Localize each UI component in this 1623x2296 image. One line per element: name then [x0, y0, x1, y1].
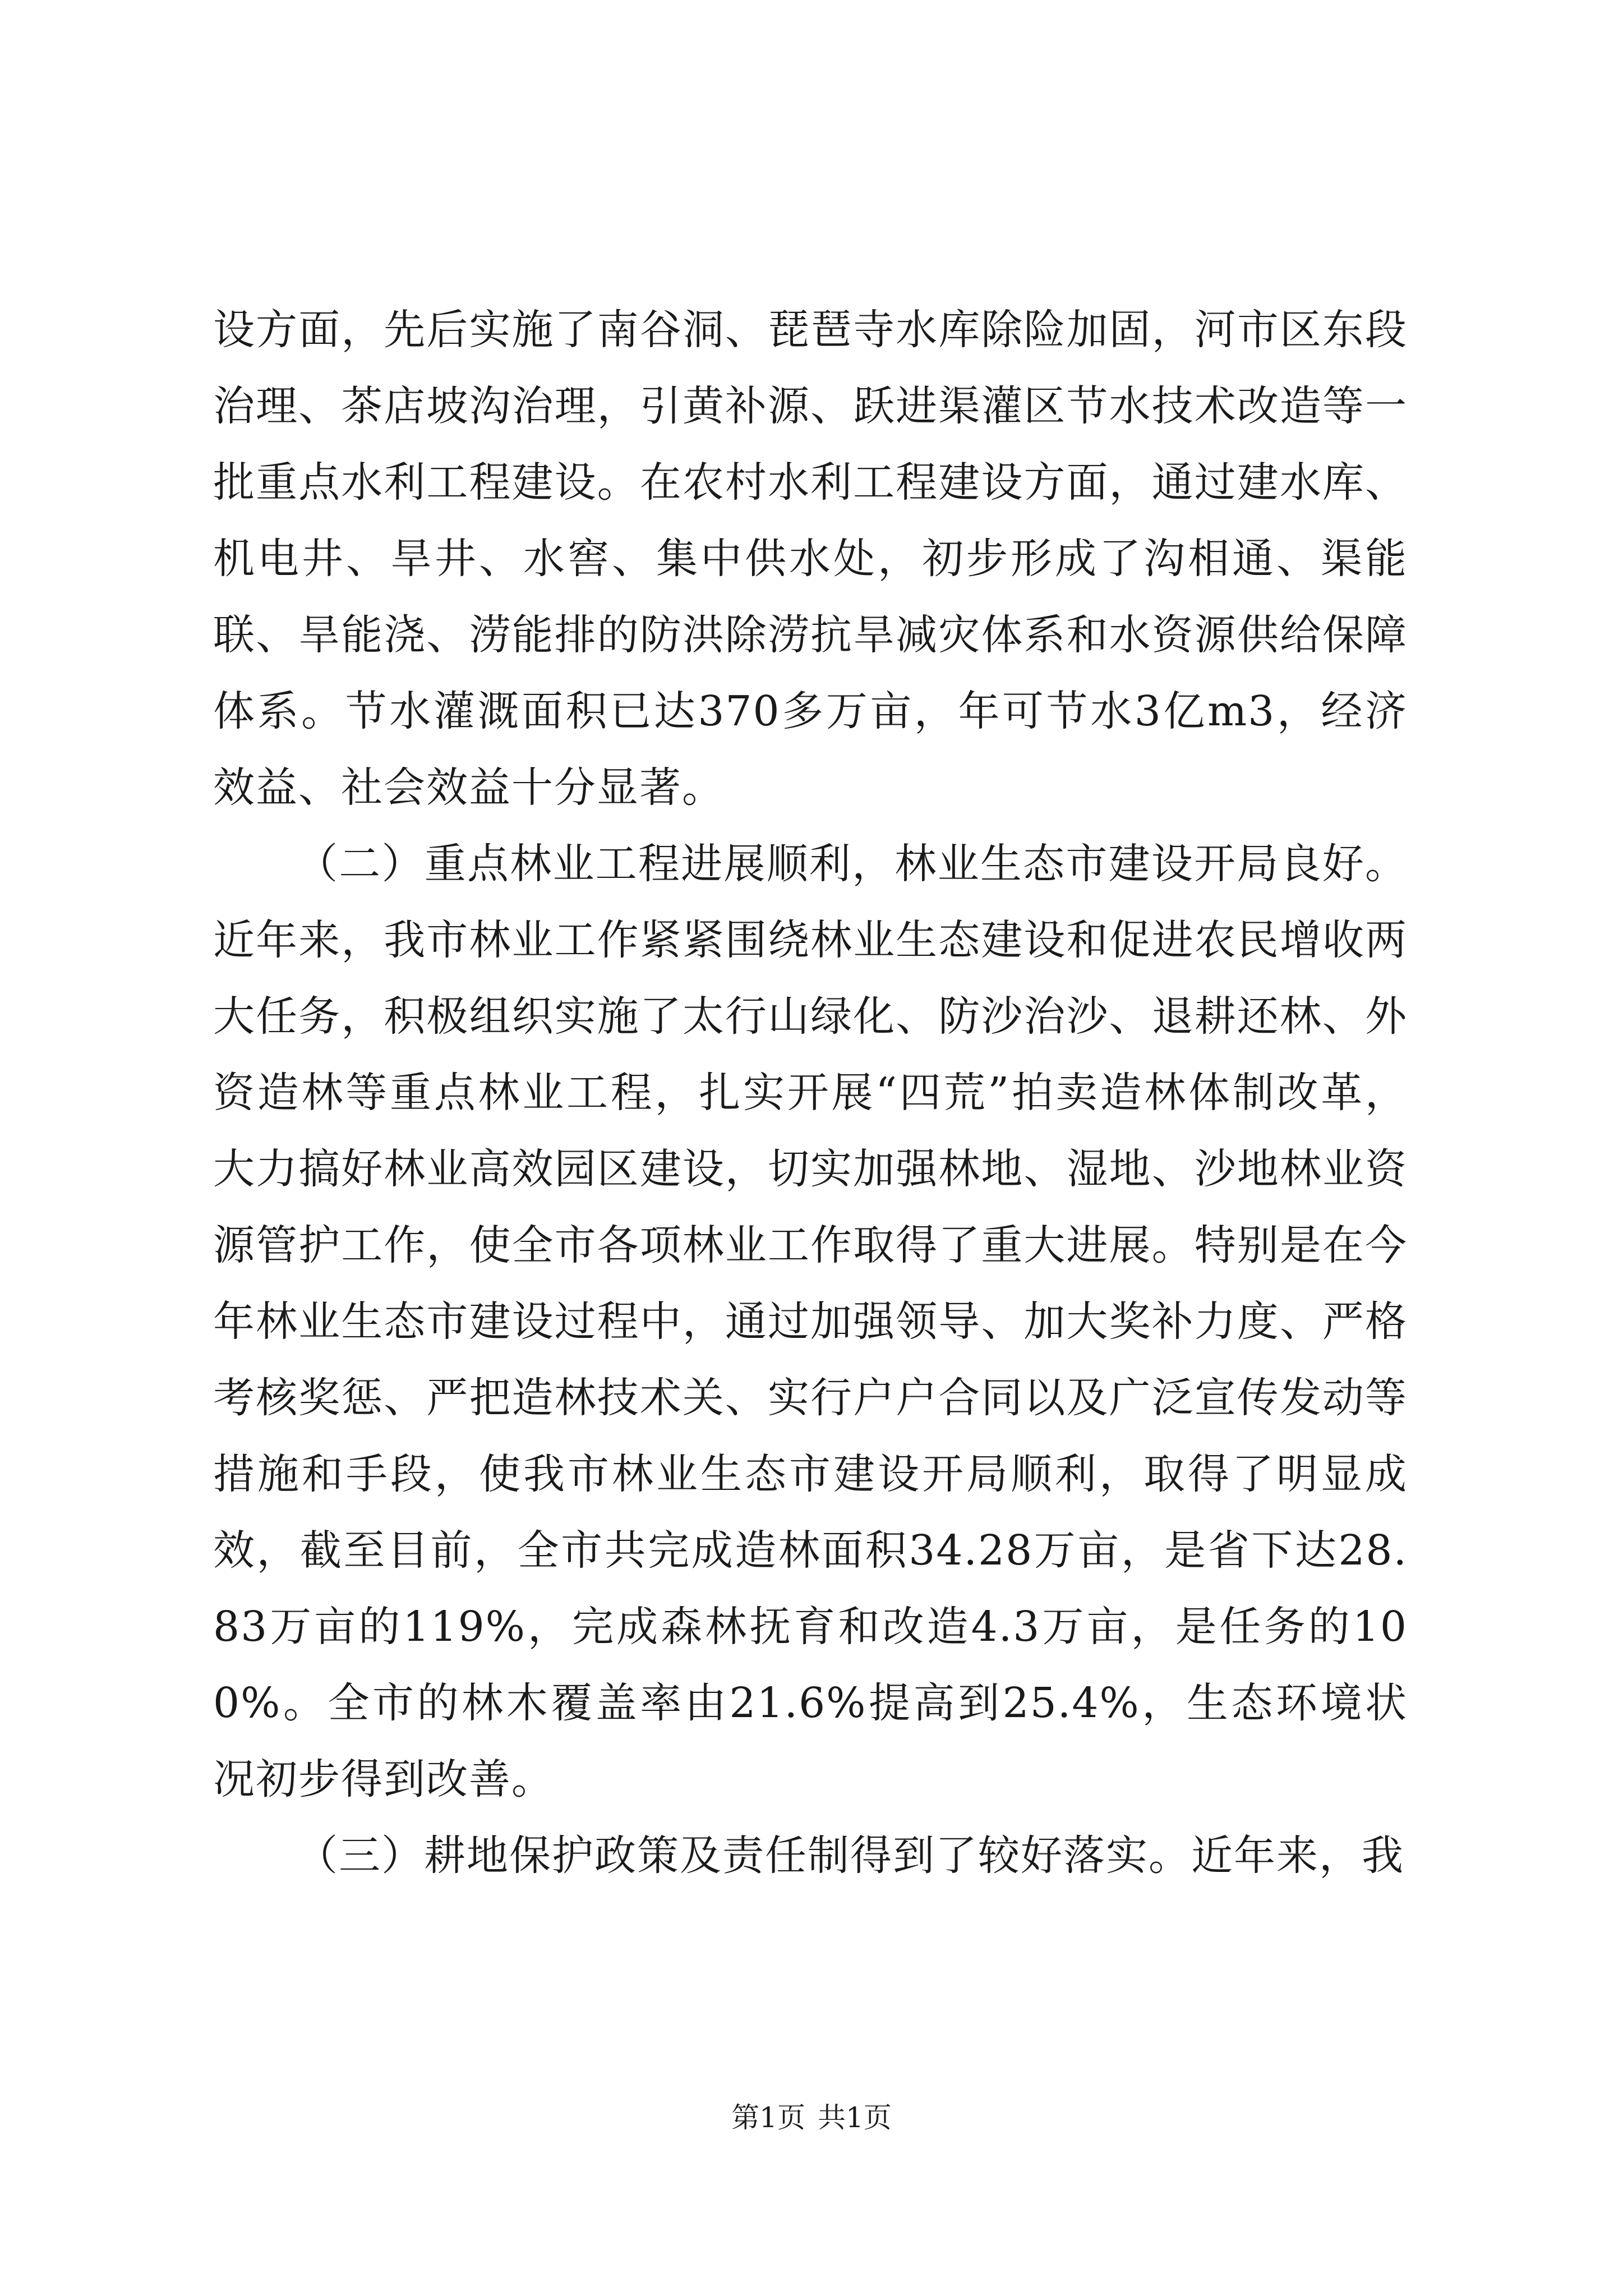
- paragraph-forestry: （二）重点林业工程进展顺利，林业生态市建设开局良好。近年来，我市林业工作紧紧围绕林业生态建设和促进农民增收两大任务，积极组织实施了太行山绿化、防沙治沙、退耕还林、外资造林等重点林业工程，扎实开展“四荒”拍卖造林体制改革，大力搞好林业高效园区建设，切实加强林地、湿地、沙地林业资源管护工作，使全市各项林业工作取得了重大进展。特别是在今年林业生态市建设过程中，通过加强领导、加大奖补力度、严格考核奖惩、严把造林技术关、实行户户合同以及广泛宣传发动等措施和手段，使我市林业生态市建设开局顺利，取得了明显成效，截至目前，全市共完成造林面积34.28万亩，是省下达28.83万亩的119%，完成森林抚育和改造4.3万亩，是任务的100%。全市的林木覆盖率由21.6%提高到25.4%，生态环境状况初步得到改善。: [213, 840, 1408, 1803]
- page-total: 共1页: [818, 2101, 892, 2134]
- document-body: [213, 292, 1408, 1894]
- page-footer: [0, 2101, 1623, 2134]
- page-number: 第1页: [731, 2101, 805, 2134]
- paragraph-water-projects: 设方面，先后实施了南谷洞、琵琶寺水库除险加固，河市区东段治理、茶店坡沟治理，引黄补源、跃进渠灌区节水技术改造等一批重点水利工程建设。在农村水利工程建设方面，通过建水库、机电井、旱井、水窖、集中供水处，初步形成了沟相通、渠能联、旱能浇、涝能排的防洪除涝抗旱减灾体系和水资源供给保障体系。节水灌溉面积已达370多万亩，年可节水3亿m3，经济效益、社会效益十分显著。: [213, 306, 1408, 812]
- paragraph-farmland: （三）耕地保护政策及责任制得到了较好落实。近年来，我: [296, 1832, 1404, 1880]
